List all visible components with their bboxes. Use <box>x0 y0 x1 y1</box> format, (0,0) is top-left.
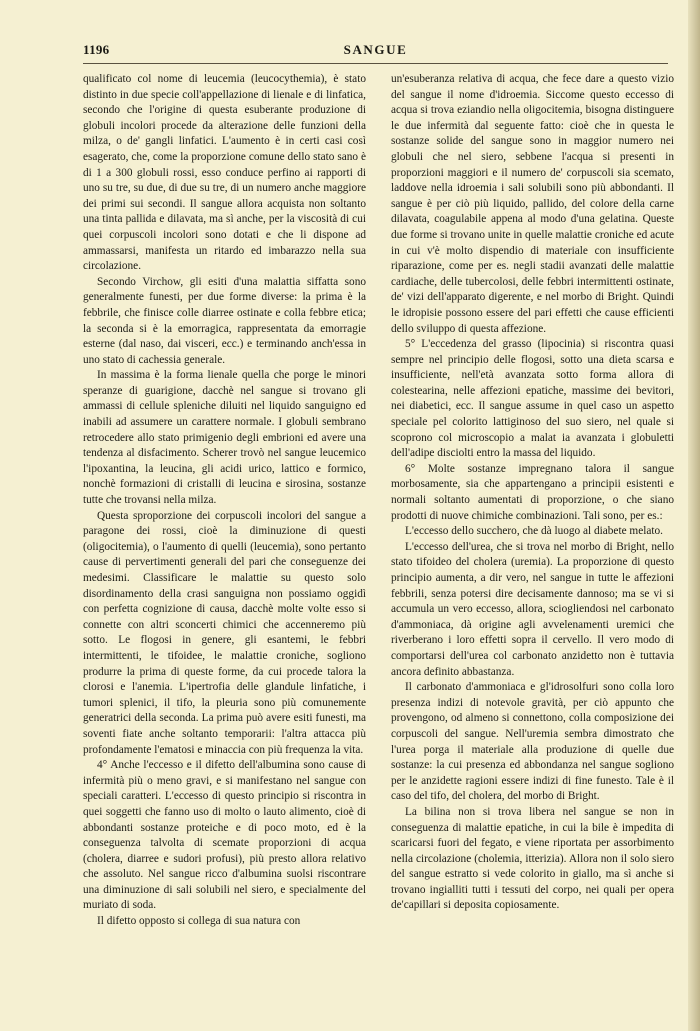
paragraph: Il difetto opposto si collega di sua natura con <box>97 915 301 928</box>
paragraph: 4° Anche l'eccesso e il difetto dell'albumina sono cause di infermità più o meno gravi, e si manifestano nel sangue con speciali caratteri. L'eccesso di questo principio si riscontra in quei soggetti che fanno uso di molto o lauto alimento, cioè di abbondanti sostanze proteiche e di poco moto, ed è la conseguenza talvolta di scemate proporzioni di acqua (cholera, diarree e sudori profusi), più presto allora relativo che assoluto. Nel sangue ricco d'albumina suolsi riscontrare una diminuzione di sali solubili nel siero, e specialmente del muriato di soda. <box>83 759 366 912</box>
paragraph: L'eccesso dello succhero, che dà luogo al diabete melato. <box>405 525 663 538</box>
paragraph: L'eccesso dell'urea, che si trova nel morbo di Bright, nello stato tifoideo del cholera (uremia). La proporzione di questo principio aumenta, a dir vero, nel sangue in tutte le affezioni febbrili, senza potersi dire decisamente dannoso; ma se vi si accumula un vero eccesso, allora, sciogliendosi nel carbonato d'ammoniaca, dà origine agli avvelenamenti uremici che riverberano i loro effetti sopra il cervello. Il vero modo di comportarsi dell'urea col carbonato anzidetto non è tuttavia ancora definito abbastanza. <box>391 540 674 678</box>
header-rule <box>83 63 668 64</box>
paragraph: 6° Molte sostanze impregnano talora il sangue morbosamente, sia che appartengano a principii esistenti e normali soltanto aumentati di proporzione, o che siano prodotti di nuove chimiche combinazioni. Tali sono, per es.: <box>391 462 674 522</box>
paragraph: Secondo Virchow, gli esiti d'una malattia siffatta sono generalmente funesti, per due forme diverse: la prima è la febbrile, che finisce colle diarree ostinate e colla febbre etica; la seconda si è la emorragica, rappresentata da emorragie esterne (dal naso, dai visceri, ecc.) e terminando anch'essa in uno stato di cachessia generale. <box>83 275 366 366</box>
paragraph: 5° L'eccedenza del grasso (lipocinia) si riscontra quasi sempre nel principio delle flogosi, sotto una dieta scarsa e insufficiente, nell'età avanzata sotto forma allora di colestearina, nelle affezioni epatiche, massime dei bevitori, nei diabetici, ecc. Il sangue assume in quel caso un aspetto speciale pel colorito lattiginoso del suo siero, nel quale si scoprono col microscopio a malat ia avanzata i globuletti dell'adipe disciolti entro la massa del liquido. <box>391 338 674 460</box>
page-number: 1196 <box>83 42 110 57</box>
paragraph: qualificato col nome di leucemia (leucocythemia), è stato distinto in due specie coll'appellazione di lienale e di linfatica, secondo che l'origine di questa esuberante produzione di globuli incolori procede da alterazione delle funzioni della milza, o de' gangli linfatici. L'aumento è in certi casi così esagerato, che, come la proporzione comune dello stato sano è di 1 a 300 globuli rossi, esso conduce perfino ai rapporti di uno su tre, su due, di due su tre, di un numero anche maggiore dei primi sui secondi. Il sangue allora acquista non soltanto una tinta pallida e dilavata, ma sì anche, per la viscosità di cui quei corpuscoli incolori sono dotati e che li dispone ad ammassarsi, manifesta un ritardo ed imbarazzo nella sua circolazione. <box>83 73 366 273</box>
running-head: SANGUE <box>343 42 408 57</box>
paragraph: un'esuberanza relativa di acqua, che fece dare a questo vizio del sangue il nome d'idroemia. Siccome questo eccesso di acqua si trova eziandio nella oligocitemia, bisogna distinguere le due infermità dal seguente fatto: cioè che in questa le sostanze solide del sangue sono in maggior numero nei globuli che nel siero, sebbene l'acqua si presenti in proporzioni maggiori e il numero de' corpuscoli sia scemato, laddove nella idroemia i sali solubili sono più abbondanti. Il sangue è per ciò più liquido, pallido, del colore della carne dilavata, coagulabile appena al modo d'una gelatina. Queste due forme si trovano unite in quelle malattie croniche ed acute in cui v'è molto dispendio di materiale con insufficiente riparazione, come per es. negli stadii avanzati delle malattie cardiache, delle tubercolosi, delle febbri intermittenti ostinate, de' vizi dell'apparato digerente, e nel morbo di Bright. Quindi le idropisie possono essere del pari effetti che cause efficienti dello sviluppo di questa affezione. <box>391 73 674 335</box>
page-edge-shadow <box>688 0 700 1031</box>
paragraph: Questa sproporzione dei corpuscoli incolori del sangue a paragone dei rossi, cioè la diminuzione di questi (oligocitemia), o l'aumento di quelli (leucemia), sono pertanto cause di pervertimenti generali del pari che conseguenze dei medesimi. Classificare le malattie su questo solo disordinamento della crasi sanguigna non possiamo oggidì con perfetta cognizione di causa, dacchè molte volte esso si connette con altri sconcerti chimici che accenneremo più sotto. Le flogosi in genere, gli esantemi, le febbri intermittenti, le tifoidee, le malattie croniche, sogliono produrre la prima di queste forme, da cui procede talora la clorosi e l'anemia. L'ipertrofia delle glandule linfatiche, i tumori splenici, il tifo, la pleuria sono più comunemente generatrici della seconda. La prima può avere esiti funesti, ma soventi fiate anche soltanto temporarii: l'altra attacca più profondamente l'ematosi e minaccia con più frequenza la vita. <box>83 509 366 756</box>
page-header <box>83 42 668 64</box>
right-column <box>391 72 674 914</box>
left-column <box>83 72 366 930</box>
paragraph: Il carbonato d'ammoniaca e gl'idrosolfuri sono colla loro presenza indizi di notevole gravità, per ciò appunto che provengono, od almeno si connettono, colla composizione dei corpuscoli del sangue. Nell'uremia sembra dimostrato che l'urea porga il materiale alla produzione di quelle due sostanze: la cui presenza ed abbondanza nel sangue sogliono per le anzidette ragioni essere indizi di fine funesto. Tale è il caso del tifo, del cholera, del morbo di Bright. <box>391 681 674 803</box>
paragraph: La bilina non si trova libera nel sangue se non in conseguenza di malattie epatiche, in cui la bile è impedita di scaricarsi fuori del fegato, e viene riportata per assorbimento nella circolazione (cholemia, itterizia). Allora non il solo siero del sangue estratto si vede colorito in giallo, ma sì anche si trovano ingialliti tutti i tessuti del corpo, nei quali per opera de'capillari si deposita copiosamente. <box>391 805 674 912</box>
paragraph: In massima è la forma lienale quella che porge le minori speranze di guarigione, dacchè nel sangue si trovano gli ammassi di cellule spleniche diluiti nel liquido sanguigno ed inabili ad assumere un carattere normale. I globuli sembrano retrocedere allo stato primigenio degli embrioni ed avere una tendenza al disfacimento. Scherer trovò nel sangue leucemico l'ipoxantina, la leucina, gli acidi urico, lattico e formico, nonchè formazioni di cristalli di leucina e sirosina, sostanze tutte che trovansi nella milza. <box>83 369 366 507</box>
